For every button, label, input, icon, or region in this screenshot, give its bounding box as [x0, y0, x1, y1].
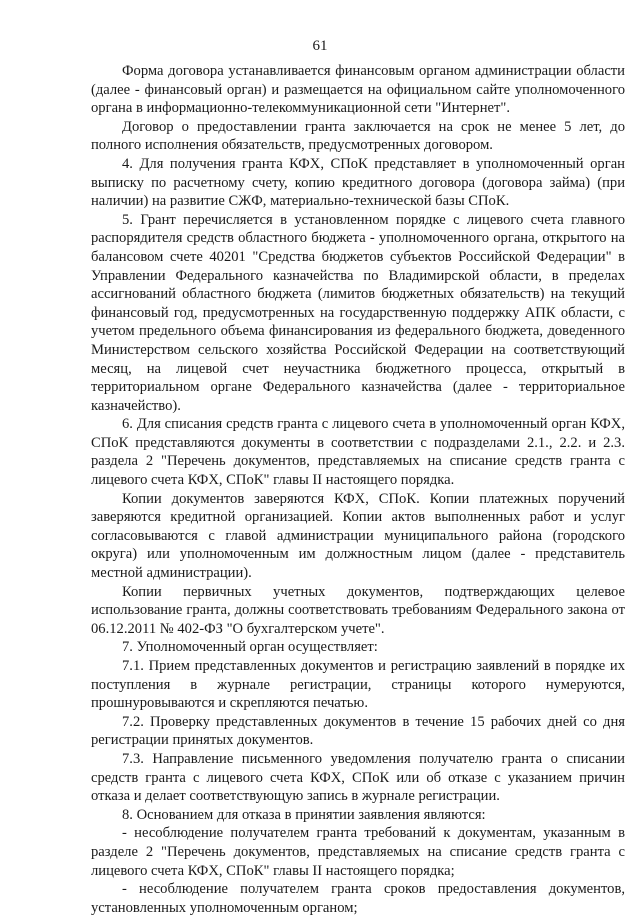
paragraph-refusal-reason-1: - несоблюдение получателем гранта требований к документам, указанным в разделе 2 "Перечень документов, представляемых на списание средств гранта с лицевого счета КФХ, СПоК" главы II настоящего порядка; [91, 825, 625, 879]
paragraph-refusal-reason-2: - несоблюдение получателем гранта сроков предоставления документов, установленных уполномоченным органом; [91, 881, 625, 916]
paragraph-contract-form: Форма договора устанавливается финансовым органом администрации области (далее - финансовый орган) и размещается на официальном сайте уполномоченного органа в информационно-телекоммуникационной сети "Интернет". [91, 63, 625, 117]
paragraph-copies-certification: Копии документов заверяются КФХ, СПоК. Копии платежных поручений заверяются кредитной организацией. Копии актов выполненных работ и услуг согласовываются с главой администрации муниципального района (городского округа) или уполномоченным им должностным лицом (далее - представитель местной администрации). [91, 490, 625, 582]
paragraph-item-6: 6. Для списания средств гранта с лицевого счета в уполномоченный орган КФХ, СПоК представляются документы в соответствии с подразделами 2.1., 2.2. и 2.3. раздела 2 "Перечень документов, представляемых на списание средств гранта с лицевого счета КФХ, СПоК" главы II настоящего порядка. [91, 416, 625, 489]
paragraph-contract-term: Договор о предоставлении гранта заключается на срок не менее 5 лет, до полного исполнения обязательств, предусмотренных договором. [91, 118, 625, 154]
document-body [91, 62, 625, 917]
page-number: 61 [312, 38, 328, 54]
paragraph-primary-documents: Копии первичных учетных документов, подтверждающих целевое использование гранта, должны соответствовать требованиям Федерального закона от 06.12.2011 № 402-ФЗ "О бухгалтерском учете". [91, 583, 625, 637]
paragraph-item-4: 4. Для получения гранта КФХ, СПоК представляет в уполномоченный орган выписку по расчетному счету, копию кредитного договора (договора займа) (при наличии) на развитие СЖФ, материально-технической базы СПоК. [91, 155, 625, 210]
paragraph-item-8: 8. Основанием для отказа в принятии заявления являются: [122, 806, 486, 823]
paragraph-item-7-2: 7.2. Проверку представленных документов в течение 15 рабочих дней со дня регистрации принятых документов. [91, 713, 625, 749]
paragraph-item-5: 5. Грант перечисляется в установленном порядке с лицевого счета главного распорядителя средств областного бюджета - уполномоченного органа, открытого на балансовом счете 40201 "Средства бюджетов субъектов Российской Федерации" в Управлении Федерального казначейства по Владимирской области, в пределах ассигнований областного бюджета (лимитов бюджетных обязательств) на текущий финансовый год, предусмотренных на государственную поддержку АПК области, с учетом предельного объема финансирования из федерального бюджета, доведенного Министерством сельского хозяйства Российской Федерации на соответствующий месяц, на лицевой счет неучастника бюджетного процесса, открытый в территориальном органе Федерального казначейства (далее - территориальное казначейство). [91, 211, 625, 414]
paragraph-item-7-3: 7.3. Направление письменного уведомления получателю гранта о списании средств гранта с лицевого счета КФХ, СПоК или об отказе с указанием причин отказа и делает соответствующую запись в журнале регистрации. [91, 750, 625, 805]
paragraph-item-7: 7. Уполномоченный орган осуществляет: [122, 639, 378, 656]
paragraph-item-7-1: 7.1. Прием представленных документов и регистрацию заявлений в порядке их поступления в журнале регистрации, страницы которого нумеруются, прошнуровываются и скрепляются печатью. [91, 658, 625, 712]
